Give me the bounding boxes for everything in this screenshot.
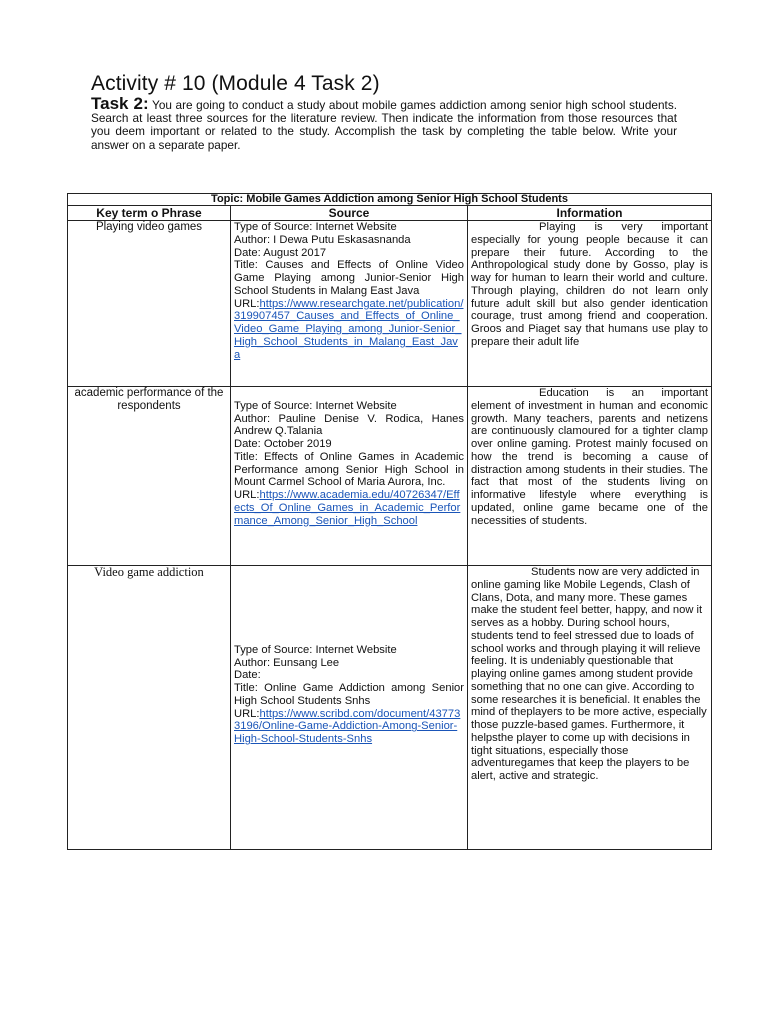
source-cell [231,221,468,387]
source-title: Title: Effects of Online Games in Academic Performance among Senior High School in Mount Carmel School of Maria Aurora, Inc. [234,450,464,489]
source-type: Type of Source: Internet Website [234,221,397,233]
literature-table [67,193,712,850]
information-text: Education is an important element of investment in human and economic growth. Many teachers, parents and netizens are continuously clamoured for a tighter clamp over online gaming. Protest mainly focused on how the trend is becoming a cause of distraction among students in their studies. The fact that most of the students living on informative lifestyle where everything is updated, online game became one of the necessities of students. [471,387,709,527]
source-url-link[interactable]: https://www.scribd.com/document/437733196/Online-Game-Addiction-Among-Senior-High-School-Students-Snhs [234,707,461,745]
source-author: Author: I Dewa Putu Eskasasnanda [234,233,411,246]
information-cell [468,566,712,850]
source-title: Title: Online Game Addiction among Senior High School Students Snhs [234,682,464,707]
source-cell [231,566,468,850]
source-type: Type of Source: Internet Website [234,643,397,656]
table-row [68,221,712,387]
information-text: Playing is very important especially for young people because it can prepare their future. According to the Anthropological study done by Gosso, play is way for human to learn their world and culture. Through playing, children do not learn only future adult skill but also gender identication courage, trust among friend and cooperation. Groos and Piaget say that humans use play to prepare their adult life [471,221,709,348]
source-title: Title: Causes and Effects of Online Video Game Playing among Junior-Senior High School Students in Malang East Java [234,259,464,297]
task-label: Task 2: [91,94,149,113]
url-label: URL: [234,707,260,720]
activity-title: Activity # 10 (Module 4 Task 2) [91,72,380,95]
table-topic: Topic: Mobile Games Addiction among Senior High School Students [68,194,712,206]
source-date: Date: October 2019 [234,438,332,450]
source-date: Date: [234,669,261,682]
source-cell [231,387,468,566]
information-cell [468,387,712,566]
source-url-link[interactable]: https://www.academia.edu/40726347/Effects_Of_Online_Games_in_Academic_Performance_Among_Senior_High_School [234,489,461,527]
information-cell [468,221,712,387]
column-header-source: Source [231,206,468,221]
task-instructions [91,94,677,152]
column-header-information: Information [468,206,712,221]
table-row [68,387,712,566]
key-term-cell: Playing video games [68,221,231,387]
url-label: URL: [234,489,260,501]
column-header-term: Key term o Phrase [68,206,231,221]
information-text: Students now are very addicted in online gaming like Mobile Legends, Clash of Clans, Dota, and many more. These games make the student feel better, happy, and now it serves as a hobby. During school hours, students tend to feel stressed due to loads of school works and through playing it will relieve feeling. It is undeniably questionable that playing online games among student provide something that no one can give. According to some researches it is beneficial. It enables the mind of theplayers to be more active, especially those puzzle-based games. Furthermore, it helpsthe player to come up with decisions in tight situations, especially those adventuregames that keep the players to be alert, active and strategic. [471,566,707,782]
key-term-cell: academic performance of the respondents [68,387,231,566]
source-author: Author: Eunsang Lee [234,656,340,669]
source-type: Type of Source: Internet Website [234,399,397,412]
source-author: Author: Pauline Denise V. Rodica, Hanes Andrew Q.Talania [234,412,464,438]
url-label: URL: [234,297,260,310]
key-term-cell: Video game addiction [68,566,231,850]
table-row [68,566,712,850]
source-url-link[interactable]: https://www.researchgate.net/publication/319907457_Causes_and_Effects_of_Online_Video_Game_Playing_among_Junior-Senior_High_School_Students_in_Malang_East_Java [234,297,464,361]
source-date: Date: August 2017 [234,246,327,259]
task-text: You are going to conduct a study about mobile games addiction among senior high school students. Search at least three sources for the literature review. Then indicate the information from those resources that you deem important or related to the study. Accomplish the task by completing the table below. Write your answer on a separate paper. [91,98,677,152]
